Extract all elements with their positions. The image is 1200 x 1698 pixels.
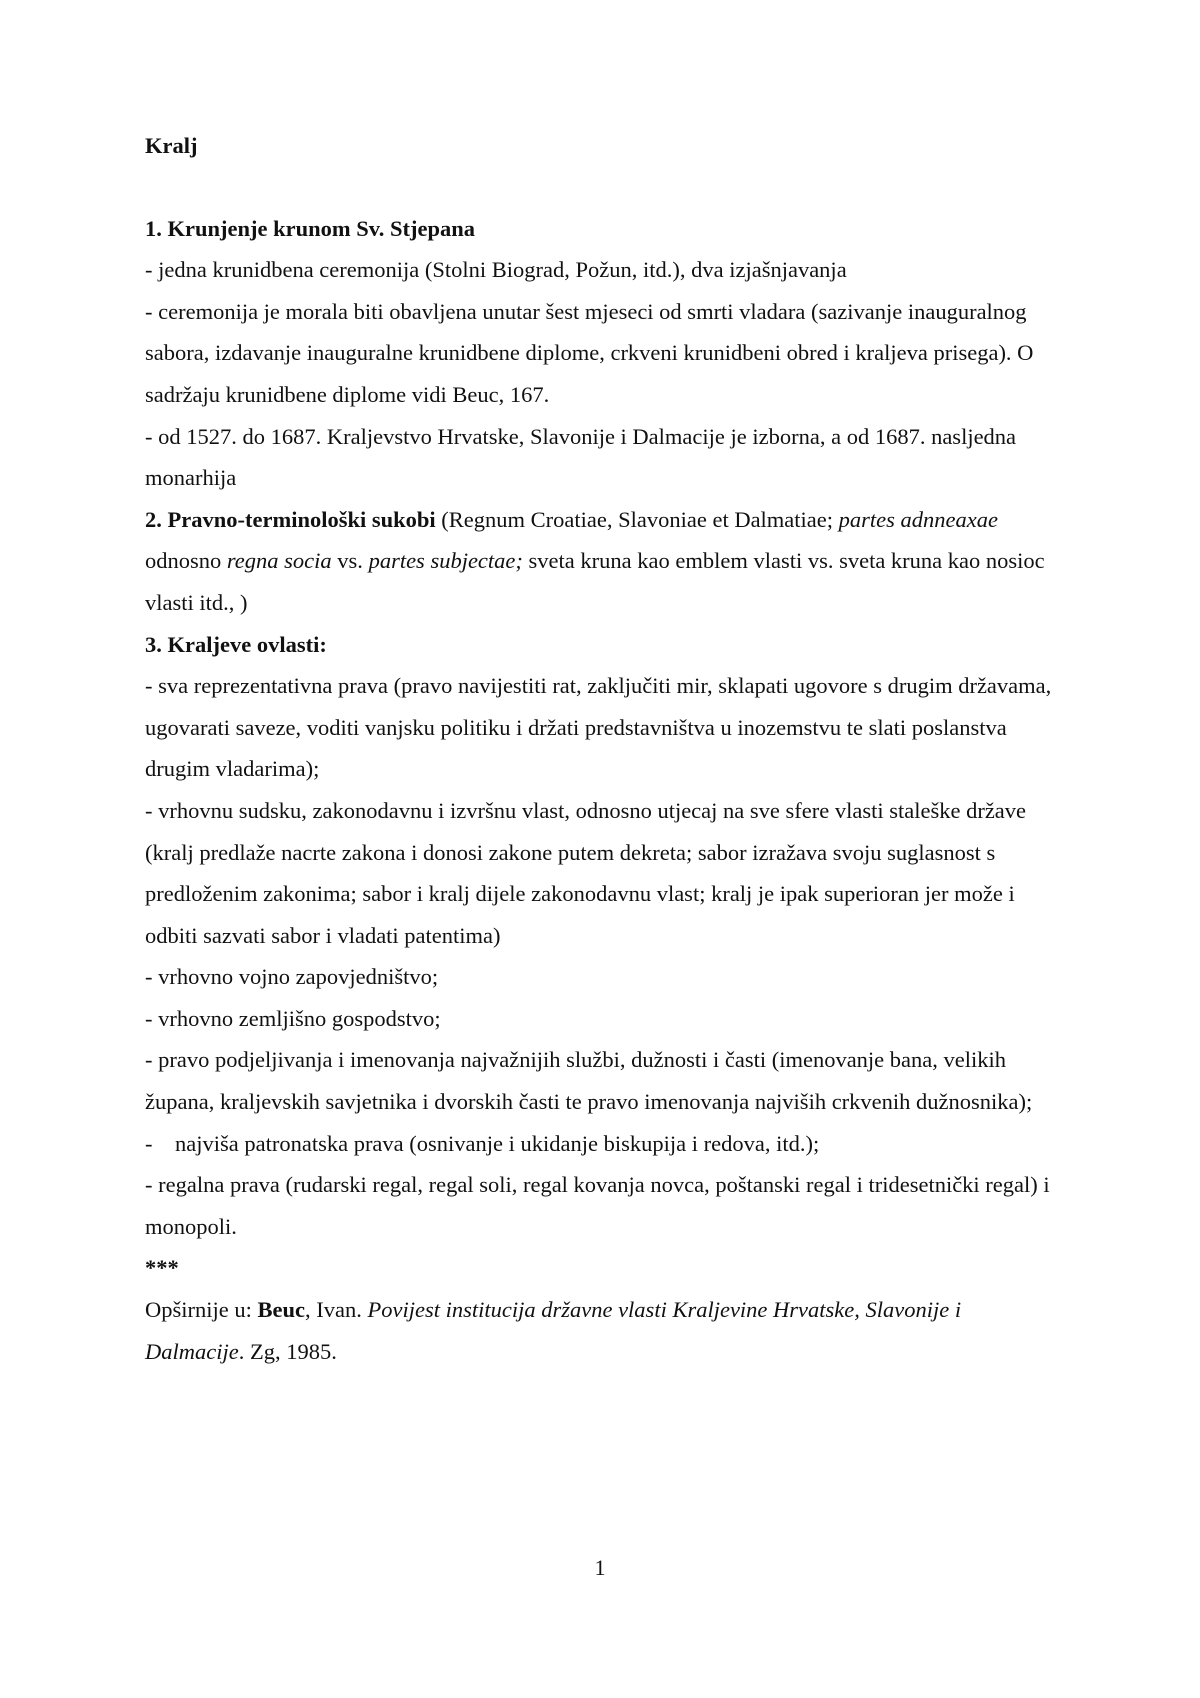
section2-paragraph xyxy=(145,499,1065,624)
page-number: 1 xyxy=(594,1555,606,1580)
section1-item-2: - ceremonija je morala biti obavljena unutar šest mjeseci od smrti vladara (sazivanje inauguralnog sabora, izdavanje inauguralne krunidbene diplome, crkveni krunidbeni obred i kraljeva prisega). O sadržaju krunidbene diplome vidi Beuc, 167. xyxy=(145,298,1034,407)
section3-item-4: - vrhovno zemljišno gospodstvo; xyxy=(145,1005,441,1031)
section3-item-1: - sva reprezentativna prava (pravo navijestiti rat, zaključiti mir, sklapati ugovore s drugim državama, ugovarati saveze, voditi vanjsku politiku i držati predstavništva u inozemstvu te slati poslanstva drugim vladarima); xyxy=(145,673,1052,782)
section3-heading: 3. Kraljeve ovlasti: xyxy=(145,631,327,657)
section3-item-3: - vrhovno vojno zapovjedništvo; xyxy=(145,964,439,990)
section2-text-d: sveta kruna kao emblem vlasti vs. sveta kruna kao nosioc vlasti itd., ) xyxy=(145,548,1045,615)
section2-text-a: (Regnum Croatiae, Slavoniae et Dalmatiae; xyxy=(435,506,839,532)
reference-paragraph xyxy=(145,1289,1065,1372)
reference-suffix: . Zg, 1985. xyxy=(238,1338,337,1364)
section2-text-b: odnosno xyxy=(145,548,227,574)
section2-italic-c: partes subjectae; xyxy=(368,548,523,574)
section2-italic-b: regna socia xyxy=(226,548,332,574)
document-title: Kralj xyxy=(145,133,198,158)
section2-text-c: vs. xyxy=(331,548,369,574)
section3-item-7-dash: - xyxy=(145,1172,153,1198)
reference-author-surname: Beuc xyxy=(257,1297,305,1323)
section3-item-6-text: najviša patronatska prava (osnivanje i ukidanje biskupija i redova, itd.); xyxy=(175,1130,820,1156)
section3-item-6 xyxy=(145,1123,1065,1165)
section1-item-1: - jedna krunidbena ceremonija (Stolni Biograd, Požun, itd.), dva izjašnjavanja xyxy=(145,257,847,283)
section3-item-6-dash: - xyxy=(145,1130,153,1156)
reference-title: Povijest institucija državne vlasti Kraljevine Hrvatske, Slavonije i Dalmacije xyxy=(145,1297,962,1364)
document-page xyxy=(145,125,1065,1372)
reference-prefix: Opširnije u: xyxy=(145,1297,258,1323)
reference-author-rest: , Ivan. xyxy=(305,1297,368,1323)
section3-item-7-text: regalna prava (rudarski regal, regal soli, regal kovanja novca, poštanski regal i tridesetnički regal) i monopoli. xyxy=(145,1172,1050,1239)
section1-heading: 1. Krunjenje krunom Sv. Stjepana xyxy=(145,215,476,241)
section3-item-5: - pravo podjeljivanja i imenovanja najvažnijih službi, dužnosti i časti (imenovanje bana, velikih župana, kraljevskih savjetnika i dvorskih časti te pravo imenovanja najviših crkvenih dužnosnika); xyxy=(145,1047,1033,1115)
section3-item-2: - vrhovnu sudsku, zakonodavnu i izvršnu vlast, odnosno utjecaj na sve sfere vlasti staleške države (kralj predlaže nacrte zakona i donosi zakone putem dekreta; sabor izražava svoju suglasnost s predloženim zakonima; sabor i kralj dijele zakonodavnu vlast; kralj je ipak superioran jer može i odbiti sazvati sabor i vladati patentima) xyxy=(145,797,1027,948)
separator: *** xyxy=(145,1255,179,1281)
section1-item-3: - od 1527. do 1687. Kraljevstvo Hrvatske, Slavonije i Dalmacije je izborna, a od 1687. nasljedna monarhija xyxy=(145,423,1017,491)
section2-italic-a: partes adnneaxae xyxy=(838,506,998,532)
section3-item-7 xyxy=(145,1164,1065,1247)
section2-heading: 2. Pravno-terminološki sukobi xyxy=(145,506,436,532)
